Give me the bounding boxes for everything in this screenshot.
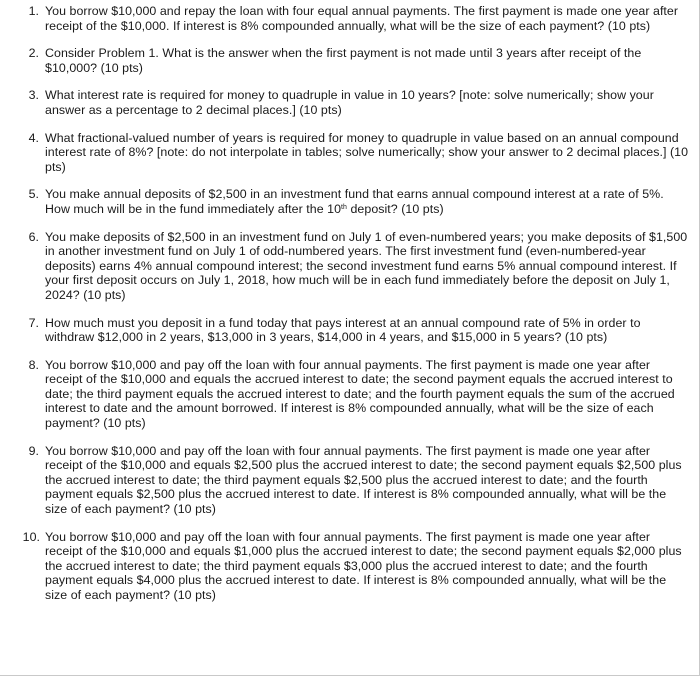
problem-number: 6. <box>28 229 39 244</box>
problem-2 <box>0 46 690 75</box>
problem-text-before: You make annual deposits of $2,500 in an investment fund that earns annual compound interest at a rate of 5%. How much will be in the fund immediately after the 10 <box>45 187 664 216</box>
problem-4 <box>0 131 690 175</box>
problem-number: 1. <box>28 4 39 18</box>
problem-number: 3. <box>28 88 39 103</box>
problem-number: 10. <box>22 529 40 544</box>
problem-text: You make deposits of $2,500 in an investment fund on July 1 of even-numbered years; you make deposits of $1,500 in another investment fund on July 1 of odd-numbered years. The first investment fund (even-numbered-year deposits) earns 4% annual compound interest; the second investment fund earns 5% annual compound interest. If your first deposit occurs on July 1, 2018, how much will be in each fund immediately before the deposit on July 1, 2024? (10 pts) <box>45 229 688 302</box>
problem-text <box>45 187 690 216</box>
problem-number: 9. <box>28 443 39 458</box>
problem-list <box>0 4 690 616</box>
problem-text: What fractional-valued number of years is required for money to quadruple in value based on an annual compound interest rate of 8%? [note: do not interpolate in tables; solve numerically; show your answer to 2 decimal places.] (10 pts) <box>45 130 689 174</box>
problem-text: What interest rate is required for money to quadruple in value in 10 years? [note: solve numerically; show your answer as a percentage to 2 decimal places.] (10 pts) <box>45 88 654 117</box>
problem-number: 2. <box>28 46 39 61</box>
problem-number: 5. <box>28 187 39 202</box>
problem-number: 7. <box>28 315 39 330</box>
problem-text: You borrow $10,000 and pay off the loan with four annual payments. The first payment is made one year after receipt of the $10,000 and equals $1,000 plus the accrued interest to date; the second payment equals $2,000 plus the accrued interest to date; the third payment equals $3,000 plus the accrued interest to date; and the fourth payment equals $4,000 plus the accrued interest to date. If interest is 8% compounded annually, what will be the size of each payment? (10 pts) <box>45 529 682 602</box>
problem-number: 4. <box>28 130 39 145</box>
problem-number: 8. <box>28 357 39 372</box>
problem-text: Consider Problem 1. What is the answer when the first payment is not made until 3 years after receipt of the $10,000? (10 pts) <box>45 46 642 75</box>
problem-text: You borrow $10,000 and pay off the loan with four annual payments. The first payment is made one year after receipt of the $10,000 and equals the accrued interest to date; the second payment equals the accrued interest to date; the third payment equals the accrued interest to date; and the fourth payment equals the sum of the accrued interest to date and the amount borrowed. If interest is 8% compounded annually, what will be the size of each payment? (10 pts) <box>45 357 675 431</box>
problem-text: You borrow $10,000 and pay off the loan with four annual payments. The first payment is made one year after receipt of the $10,000 and equals $2,500 plus the accrued interest to date; the second payment equals $2,500 plus the accrued interest to date; the third payment equals $2,500 plus the accrued interest to date; and the fourth payment equals $2,500 plus the accrued interest to date. If interest is 8% compounded annually, what will be the size of each payment? (10 pts) <box>45 443 682 517</box>
problem-6 <box>0 230 690 303</box>
problem-text: You borrow $10,000 and repay the loan with four equal annual payments. The first payment is made one year after receipt of the $10,000. If interest is 8% compounded annually, what will be the size of each payment? (10 pts) <box>45 4 679 33</box>
problem-7 <box>0 316 690 345</box>
problem-5 <box>0 187 690 216</box>
problem-10 <box>0 530 690 603</box>
problem-text: How much must you deposit in a fund today that pays interest at an annual compound rate of 5% in order to withdraw $12,000 in 2 years, $13,000 in 3 years, $14,000 in 4 years, and $15,000 in 5 years? (10 pts) <box>45 315 641 345</box>
ordinal-superscript: th <box>341 203 347 211</box>
problem-3 <box>0 88 690 117</box>
problem-text-after: deposit? (10 pts) <box>347 201 444 216</box>
problem-9 <box>0 444 690 517</box>
problem-1 <box>0 4 690 33</box>
problem-8 <box>0 358 690 431</box>
